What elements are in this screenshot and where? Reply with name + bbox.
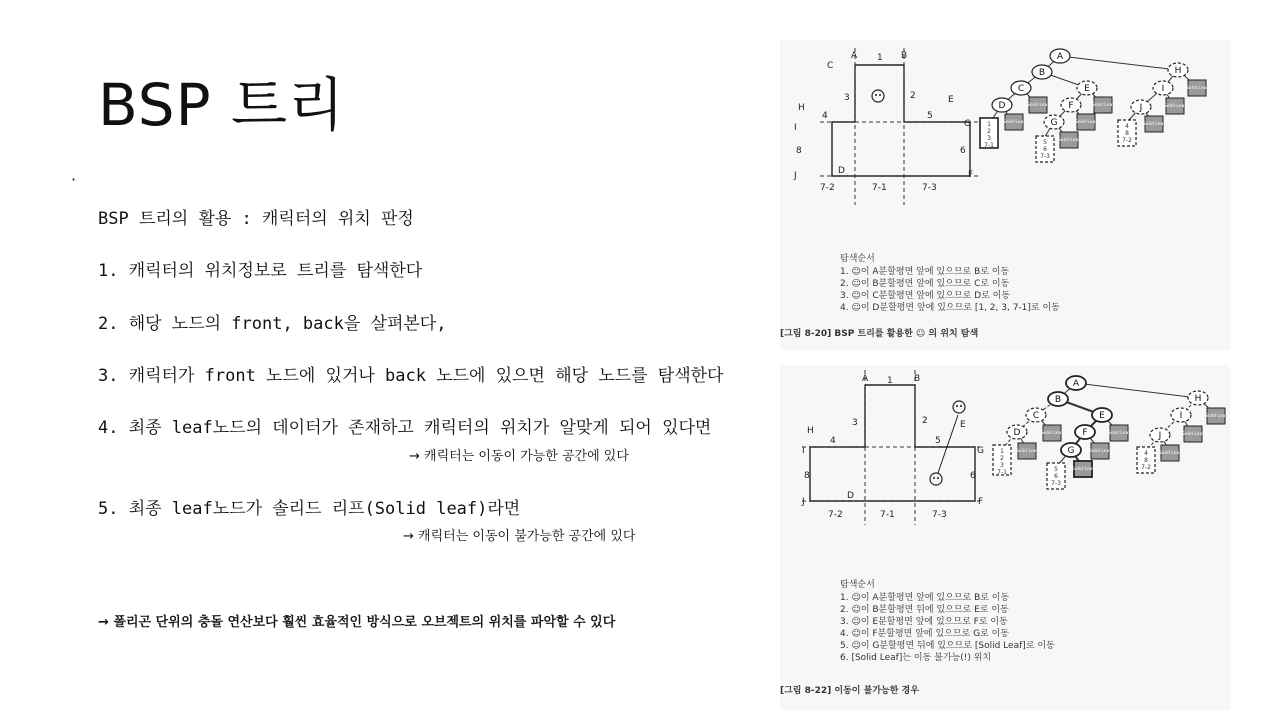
step-4-line: 4. 최종 leaf노드의 데이터가 존재하고 캐릭터의 위치가 알맞게 되어 있다면 <box>98 418 712 438</box>
figure-label: 2. ☺이 B분할평면 뒤에 있으므로 E로 이동 <box>840 605 1009 615</box>
figure-label: 1. ☺이 A분할평면 앞에 있으므로 B로 이동 <box>840 267 1010 277</box>
figure-label: I <box>1161 84 1165 94</box>
figure-label: C <box>827 61 834 71</box>
step-5-line: 5. 최종 leaf노드가 솔리드 리프(Solid leaf)라면 <box>98 499 521 519</box>
figure-label: 7-2 <box>820 183 835 193</box>
figure-label: 4 <box>822 111 828 121</box>
figure-label: Solid Leaf <box>1058 138 1080 143</box>
figure-label: D <box>847 491 854 501</box>
character-icon-end <box>930 473 942 485</box>
figure-label: Solid Leaf <box>1092 103 1114 108</box>
figure-label: A <box>1056 52 1064 62</box>
step-1-line: 1. 캐릭터의 위치정보로 트리를 탐색한다 <box>98 261 423 281</box>
step-5-note: → 캐릭터는 이동이 불가능한 공간에 있다 <box>403 529 636 544</box>
figure-label: D <box>1013 428 1021 438</box>
figure-label: 3 <box>987 135 991 142</box>
figure-label: G <box>1067 446 1075 456</box>
figure-label: B <box>1054 395 1062 405</box>
figure-label: 5 <box>935 436 941 446</box>
figure-label: 2 <box>1000 455 1004 462</box>
figure-label: F <box>1082 428 1088 438</box>
figure-label: 6. [Solid Leaf]는 이동 불가능(!) 위치 <box>840 653 992 663</box>
figure-label: 2 <box>987 128 991 135</box>
figure-label: Solid Leaf <box>1072 467 1094 472</box>
figure-label: 7-1 <box>872 183 887 193</box>
figure-label: 3. ☺이 E분할평면 앞에 있으므로 F로 이동 <box>840 617 1008 627</box>
figure-label: D <box>998 101 1006 111</box>
figure-label: 3 <box>852 418 858 428</box>
figure-label: 4 <box>1125 123 1129 130</box>
figure-label: B <box>901 51 908 61</box>
figure-label: G <box>977 446 984 456</box>
figure-label: 5. ☺이 G분할평면 뒤에 있으므로 [Solid Leaf]로 이동 <box>840 641 1055 651</box>
figure-label: 1 <box>877 53 883 63</box>
figure-label: H <box>1194 394 1202 404</box>
bullet-dot: · <box>71 170 77 189</box>
figure-label: 2 <box>910 91 916 101</box>
figure-label: 7-1 <box>997 469 1007 476</box>
figure-label: H <box>798 103 805 113</box>
figure-label: B <box>914 374 921 384</box>
figure-label: J <box>802 497 805 507</box>
step-3-line: 3. 캐릭터가 front 노드에 있거나 back 노드에 있으면 해당 노드를 탐색한다 <box>98 366 724 386</box>
step-4-note: → 캐릭터는 이동이 가능한 공간에 있다 <box>409 449 629 464</box>
diagram-line <box>938 415 958 473</box>
figure-label: Solid Leaf <box>1108 431 1130 436</box>
figure-label: 5 <box>1043 139 1047 146</box>
character-icon-start <box>953 401 965 413</box>
figure-8-22-diagram <box>780 365 1230 710</box>
figure-label: B <box>1038 68 1046 78</box>
figure-label: Solid Leaf <box>1205 414 1227 419</box>
figure-label: Solid Leaf <box>1143 122 1165 127</box>
diagram-line <box>832 65 970 176</box>
figure-label: 5 <box>1054 466 1058 473</box>
figure-label: 4 <box>830 436 836 446</box>
figure-label: I <box>794 123 797 133</box>
figure-label: Solid Leaf <box>1075 120 1097 125</box>
figure-label: F <box>978 497 984 507</box>
figure-label: 3. ☺이 C분할평면 앞에 있으므로 D로 이동 <box>840 291 1011 301</box>
figure-label: 4 <box>1144 450 1148 457</box>
figure-label: 7-2 <box>1122 137 1132 144</box>
figure-label: D <box>838 166 845 176</box>
diagram-line <box>1060 56 1178 70</box>
figure-label: F <box>1068 101 1074 111</box>
figure-label: I <box>802 446 805 456</box>
figure-label: 8 <box>1125 130 1129 137</box>
figure-label: 8 <box>796 146 802 156</box>
figure-label: I <box>1179 411 1183 421</box>
figure-label: G <box>1050 118 1058 128</box>
figure-label: E <box>960 420 966 430</box>
figure-label: A <box>1072 379 1080 389</box>
figure-label: Solid Leaf <box>1041 431 1063 436</box>
figure-label: 7-3 <box>1040 153 1050 160</box>
figure-label: 8 <box>1144 457 1148 464</box>
figure-8-20 <box>780 40 1230 350</box>
figure-label: [그림 8-22] 이동이 불가능한 경우 <box>780 686 919 696</box>
figure-label: 3 <box>844 93 850 103</box>
figure-label: 2. ☺이 B분할평면 앞에 있으므로 C로 이동 <box>840 279 1010 289</box>
figure-label: Solid Leaf <box>1089 449 1111 454</box>
figure-8-20-diagram <box>780 40 1230 350</box>
figure-label: C <box>1017 84 1025 94</box>
figure-8-22 <box>780 365 1230 710</box>
figure-label: 탐색순서 <box>840 254 875 264</box>
figure-label: 3 <box>1000 462 1004 469</box>
figure-label: 탐색순서 <box>840 580 875 590</box>
figure-label: F <box>968 170 974 180</box>
figure-label: Solid Leaf <box>1027 103 1049 108</box>
figure-label: 7-3 <box>922 183 937 193</box>
figure-label: E <box>1099 411 1105 421</box>
figure-label: 7-1 <box>880 510 895 520</box>
step-2-line: 2. 해당 노드의 front, back을 살펴본다, <box>98 314 447 334</box>
figure-label: 6 <box>960 146 966 156</box>
figure-label: A <box>851 51 858 61</box>
diagram-line <box>1076 383 1198 398</box>
figure-label: 6 <box>1043 146 1047 153</box>
figure-label: Solid Leaf <box>1164 104 1186 109</box>
figure-label: J <box>794 171 797 181</box>
figure-label: J <box>1158 431 1162 441</box>
figure-label: 7-3 <box>1051 480 1061 487</box>
figure-label: [그림 8-20] BSP 트리를 활용한 ☺ 의 위치 탐색 <box>780 329 979 339</box>
figure-label: Solid Leaf <box>1003 120 1025 125</box>
figure-label: Solid Leaf <box>1182 432 1204 437</box>
figure-label: 5 <box>927 111 933 121</box>
figure-label: Solid Leaf <box>1159 451 1181 456</box>
figure-label: 1 <box>987 121 991 128</box>
figure-label: 6 <box>970 471 976 481</box>
figure-label: 7-2 <box>1141 464 1151 471</box>
figure-label: 6 <box>1054 473 1058 480</box>
intro-line: BSP 트리의 활용 : 캐릭터의 위치 판정 <box>98 209 414 229</box>
figure-label: 2 <box>922 416 928 426</box>
figure-label: 1 <box>1000 448 1004 455</box>
figure-label: 7-2 <box>828 510 843 520</box>
figure-label: 4. ☺이 D분할평면 앞에 있으므로 [1, 2, 3, 7-1]로 이동 <box>840 303 1060 313</box>
figure-label: 7-1 <box>984 142 994 149</box>
figure-label: A <box>862 374 869 384</box>
figure-label: J <box>1139 103 1143 113</box>
figure-label: Solid Leaf <box>1016 449 1038 454</box>
figure-label: H <box>1174 66 1182 76</box>
character-icon <box>872 90 884 102</box>
slide-title: BSP 트리 <box>98 71 346 139</box>
figure-label: E <box>948 95 954 105</box>
figure-label: E <box>1084 84 1090 94</box>
conclusion-text: → 폴리곤 단위의 충돌 연산보다 훨씬 효율적인 방식으로 오브젝트의 위치를 파악할 수 있다 <box>98 615 616 630</box>
figure-label: 1. ☺이 A분할평면 앞에 있으므로 B로 이동 <box>840 593 1010 603</box>
figure-label: 8 <box>804 471 810 481</box>
figure-label: H <box>807 426 814 436</box>
figure-label: 4. ☺이 F분할평면 앞에 있으므로 G로 이동 <box>840 629 1010 639</box>
figure-label: 7-3 <box>932 510 947 520</box>
figure-label: Solid Leaf <box>1186 86 1208 91</box>
figure-label: C <box>1032 411 1040 421</box>
figure-label: G <box>964 119 971 129</box>
figure-label: 1 <box>887 376 893 386</box>
